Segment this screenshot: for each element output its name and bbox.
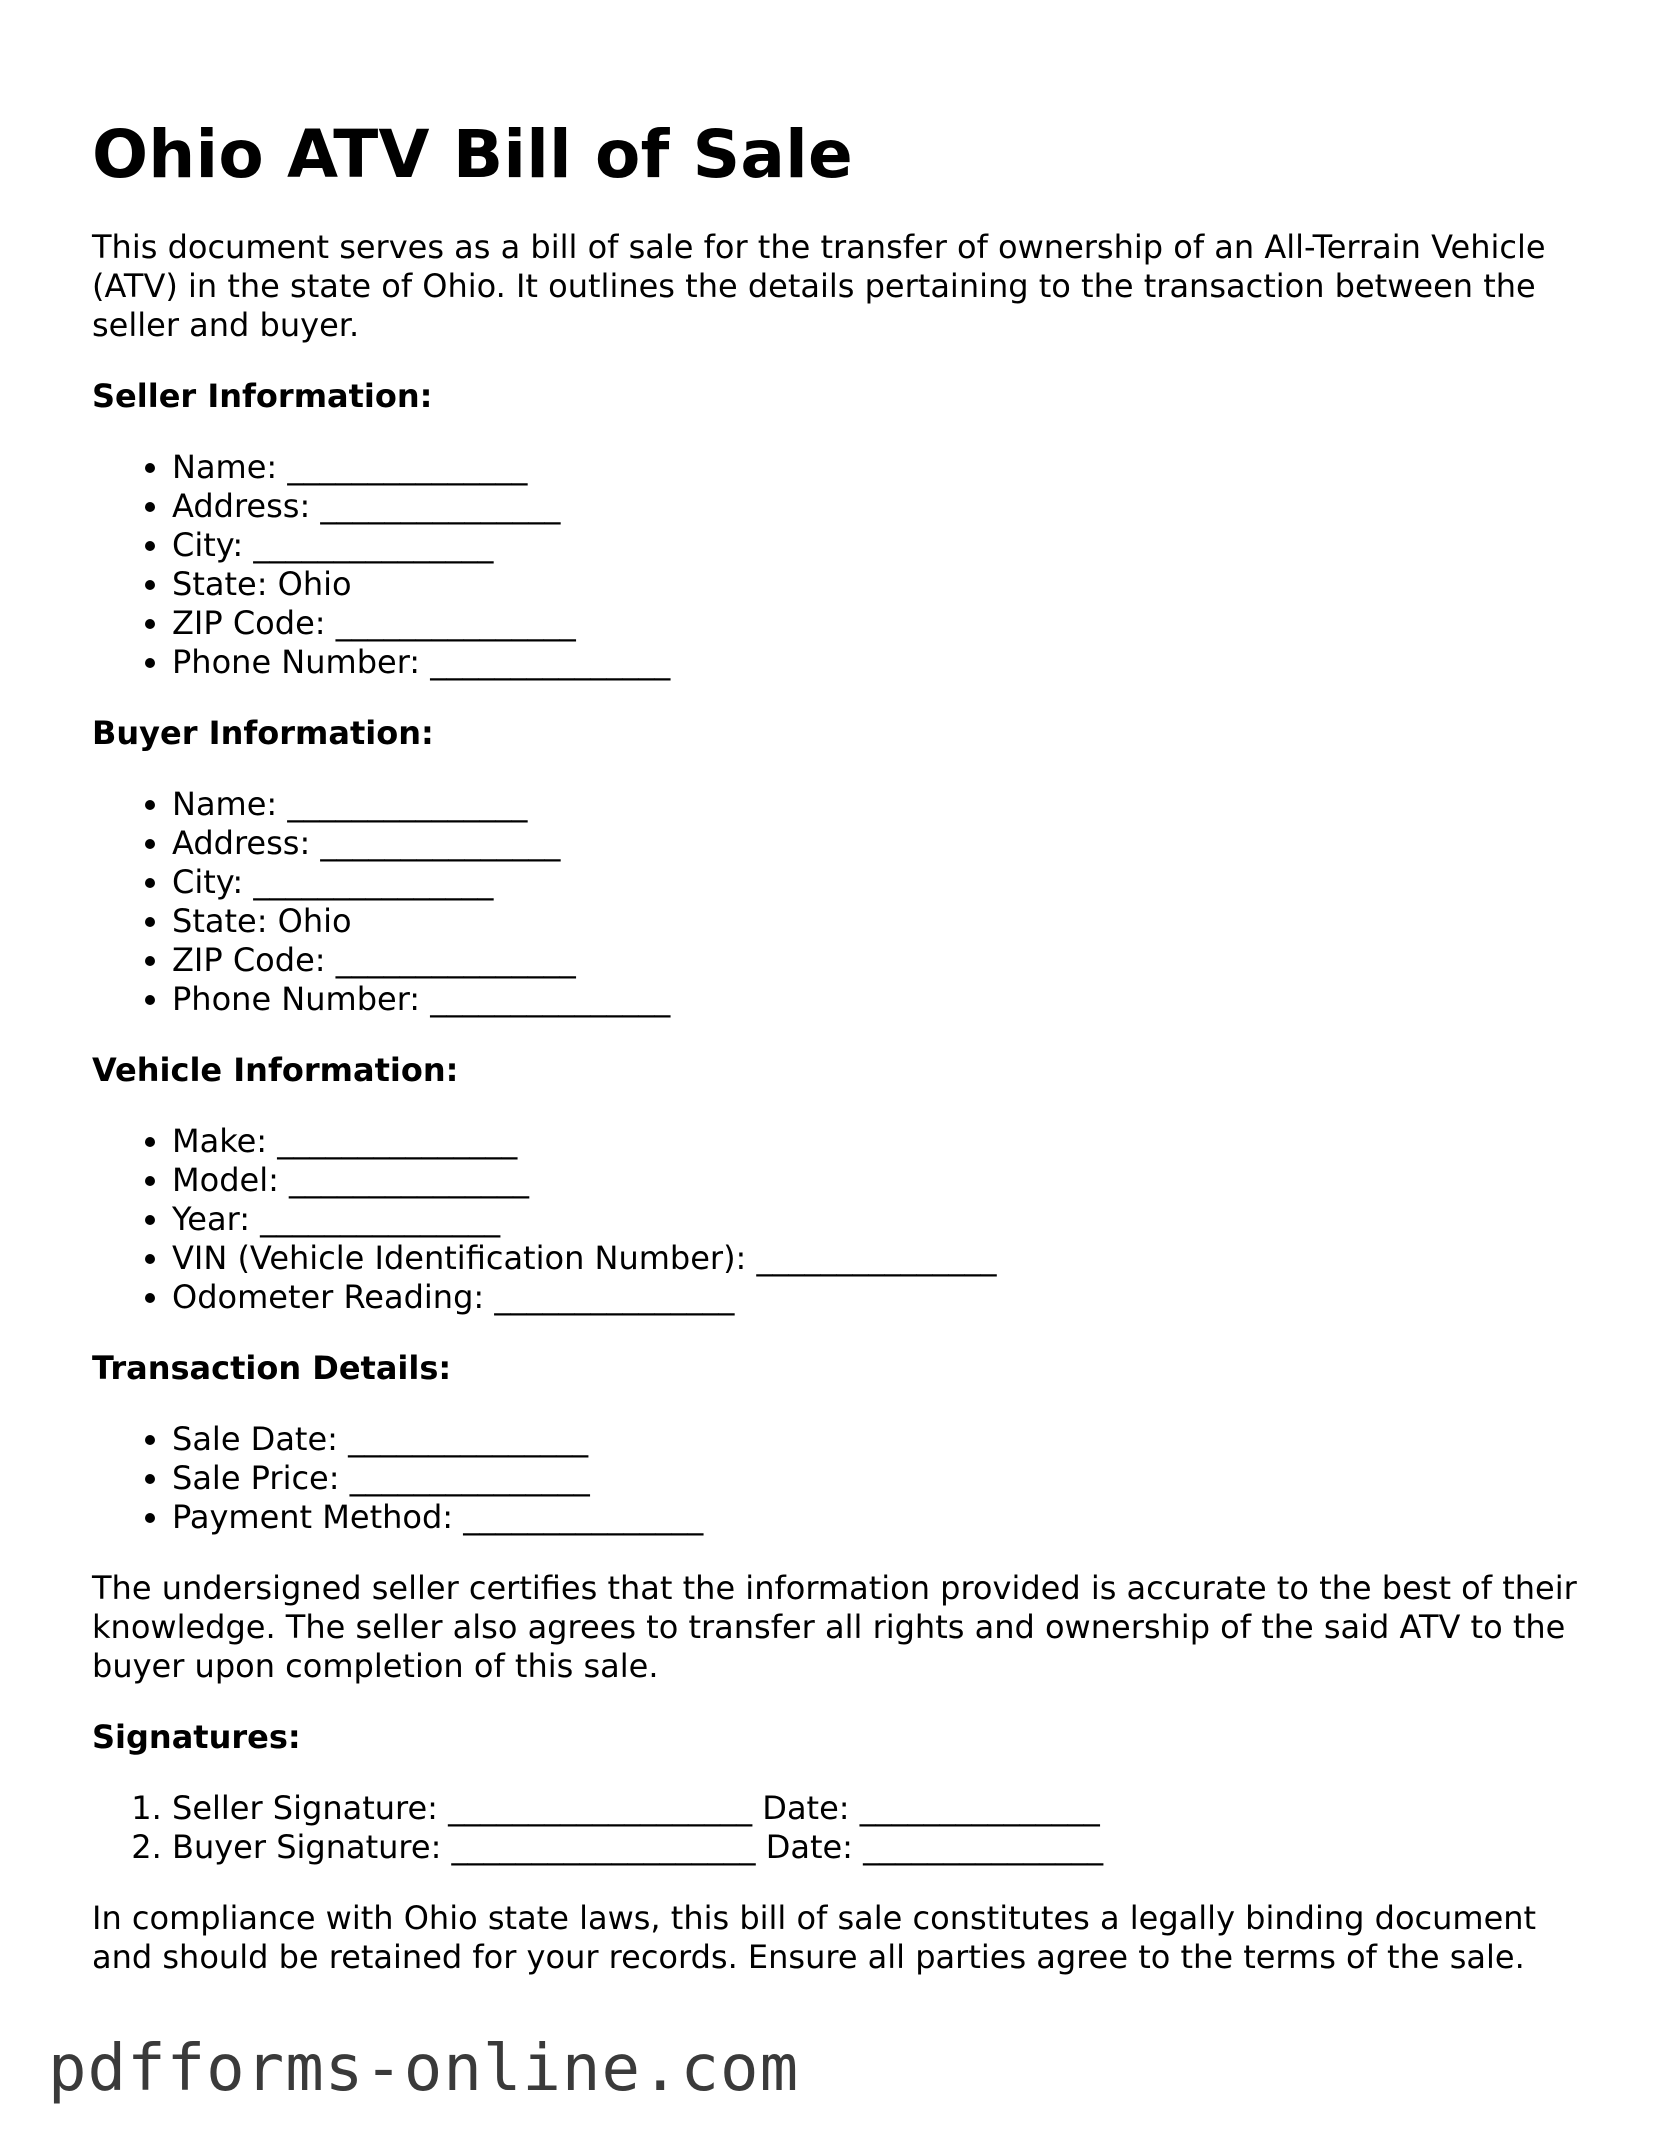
sale-date-field[interactable]: • Sale Date: _______________ [172, 1420, 1592, 1459]
seller-zip-field[interactable]: • ZIP Code: _______________ [172, 604, 1592, 643]
payment-method-field[interactable]: • Payment Method: _______________ [172, 1498, 1592, 1537]
watermark: pdfforms-online.com [48, 2032, 800, 2106]
buyer-name-field[interactable]: • Name: _______________ [172, 785, 1592, 824]
transaction-heading: Transaction Details: [92, 1349, 452, 1387]
seller-city-field[interactable]: • City: _______________ [172, 526, 1592, 565]
compliance-paragraph: In compliance with Ohio state laws, this bill of sale constitutes a legally binding document and should be retained for your records. Ensure all parties agree to the terms of the sale. [92, 1899, 1537, 1976]
buyer-zip-field[interactable]: • ZIP Code: _______________ [172, 941, 1592, 980]
buyer-city-field[interactable]: • City: _______________ [172, 863, 1592, 902]
vehicle-year-field[interactable]: • Year: _______________ [172, 1200, 1592, 1239]
vehicle-make-field[interactable]: • Make: _______________ [172, 1122, 1592, 1161]
seller-signature-field[interactable]: 1. Seller Signature: ___________________ Date: _______________ [172, 1789, 1592, 1828]
seller-phone-field[interactable]: • Phone Number: _______________ [172, 643, 1592, 682]
seller-name-field[interactable]: • Name: _______________ [172, 448, 1592, 487]
document-title: Ohio ATV Bill of Sale [92, 116, 853, 193]
document-page [92, 110, 1592, 1977]
vehicle-odometer-field[interactable]: • Odometer Reading: _______________ [172, 1278, 1592, 1317]
signatures-heading: Signatures: [92, 1718, 301, 1756]
signatures-list [92, 1789, 1592, 1867]
buyer-address-field[interactable]: • Address: _______________ [172, 824, 1592, 863]
buyer-phone-field[interactable]: • Phone Number: _______________ [172, 980, 1592, 1019]
transaction-list [92, 1420, 1592, 1537]
intro-paragraph: This document serves as a bill of sale for the transfer of ownership of an All-Terrain Vehicle (ATV) in the state of Ohio. It outlines the details pertaining to the transaction between the seller and buyer. [92, 228, 1546, 344]
vehicle-model-field[interactable]: • Model: _______________ [172, 1161, 1592, 1200]
sale-price-field[interactable]: • Sale Price: _______________ [172, 1459, 1592, 1498]
buyer-signature-field[interactable]: 2. Buyer Signature: ___________________ Date: _______________ [172, 1828, 1592, 1867]
buyer-heading: Buyer Information: [92, 714, 434, 752]
vehicle-vin-field[interactable]: • VIN (Vehicle Identification Number): _______________ [172, 1239, 1592, 1278]
vehicle-list [92, 1122, 1592, 1317]
vehicle-heading: Vehicle Information: [92, 1051, 459, 1089]
certification-paragraph: The undersigned seller certifies that the information provided is accurate to the best of their knowledge. The seller also agrees to transfer all rights and ownership of the said ATV to the buyer upon completion of this sale. [92, 1569, 1577, 1685]
seller-state-field: • State: Ohio [172, 565, 1592, 604]
buyer-list [92, 785, 1592, 1019]
seller-list [92, 448, 1592, 682]
buyer-state-field: • State: Ohio [172, 902, 1592, 941]
seller-address-field[interactable]: • Address: _______________ [172, 487, 1592, 526]
seller-heading: Seller Information: [92, 377, 433, 415]
